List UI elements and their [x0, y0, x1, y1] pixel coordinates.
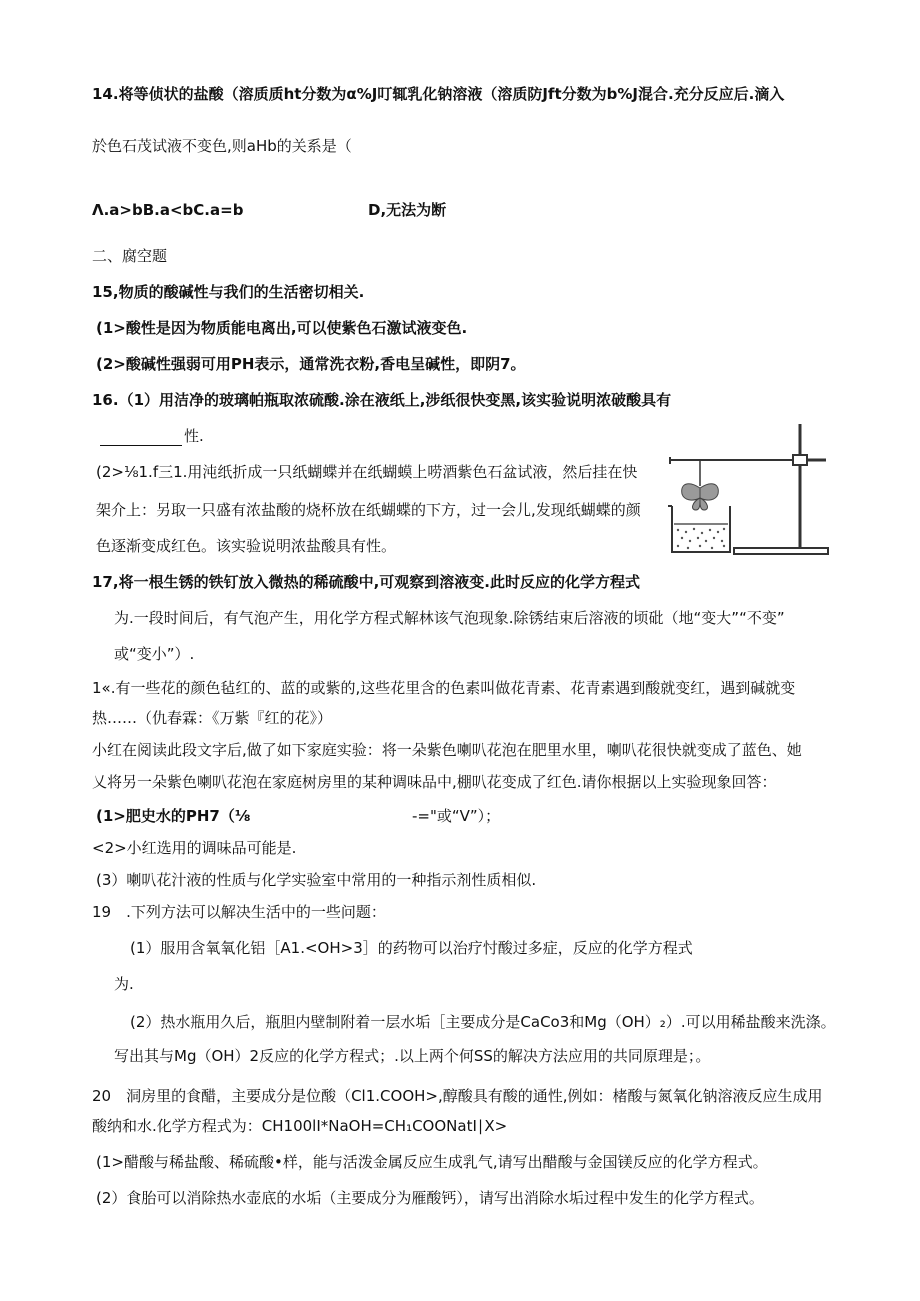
stand-base	[734, 548, 828, 554]
paper-butterfly	[682, 484, 719, 510]
q14-options-abc: Λ.a>bB.a<bC.a=b	[92, 201, 244, 219]
apparatus-figure	[660, 420, 832, 560]
q15-part1: (1>酸性是因为物质能电离出,可以使紫色石激试液变色.	[96, 319, 468, 337]
q15-stem: 15,物质的酸碱性与我们的生活密切相关.	[92, 283, 365, 301]
q17-line1: 17,将一根生锈的铁钉放入微热的稀硫酸中,可观察到溶液变.此时反应的化学方程式	[92, 573, 640, 591]
q19-stem: 19 .下列方法可以解决生活中的一些问题：	[92, 903, 386, 921]
q18-part1-right: -="或“V”）；	[412, 807, 501, 825]
q20-line2: 酸纳和水.化学方程式为：CH100lI*NaOH=CH₁COONatI∣X>	[92, 1117, 508, 1135]
clamp	[793, 455, 807, 465]
q16-line2-suffix: 性.	[184, 427, 204, 445]
q20-part2: (2）食胎可以消除热水壶底的水垢（主要成分为雁酸钙），请写出消除水垢过程中发生的化学方程式。	[96, 1189, 764, 1207]
liquid	[677, 528, 725, 549]
q14-line1: 14.将等侦状的盐酸（溶质质ht分数为α%J叮辄乳化钠溶液（溶质防Jft分数为b%J混合.充分反应后.滴入	[92, 85, 785, 103]
q20-part1: (1>醋酸与稀盐酸、稀硫酸•样，能与活泼金属反应生成乳气,请写出醋酸与金国镁反应的化学方程式。	[96, 1153, 768, 1171]
q18-line2: 热……（仇春霖：《万紫『红的花》）	[92, 709, 333, 727]
q16-part2-line2: 架介上：另取一只盛有浓盐酸的烧杯放在纸蝴蝶的下方，过一会儿,发现纸蝴蝶的颜	[96, 501, 641, 519]
q18-line1: 1«.有一些花的颜色毡红的、蓝的或紫的,这些花里含的色素叫做花青素、花青素遇到酸就变红，遇到碱就变	[92, 679, 796, 697]
beaker	[672, 506, 730, 552]
q17-line3: 或“变小”）.	[114, 645, 195, 663]
q16-line1: 16.（1）用洁净的玻璃帕瓶取浓硫酸.涂在液纸上,涉纸很快变黑,该实验说明浓破酸具有	[92, 391, 672, 409]
q19-part2-line1: (2）热水瓶用久后，瓶胆内壁制附着一层水垢［主要成分是CaCo3和Mg（OH）₂）.可以用稀盐酸来洗涤。	[130, 1013, 836, 1031]
q18-line3: 小红在阅读此段文字后,做了如下家庭实验：将一朵紫色喇叭花泡在肥里水里，喇叭花很快就变成了蓝色、她	[92, 741, 802, 759]
q14-line2: 於色石茂试液不变色,则aHb的关系是（	[92, 137, 352, 155]
q20-line1: 20 洞房里的食醋，主要成分是位酸（Cl1.COOH>,醇酸具有酸的通性,例如：楮酸与氮氧化钠溶液反应生成用	[92, 1087, 823, 1105]
q19-part2-line2: 写出其与Mg（OH）2反应的化学方程式；.以上两个何SS的解决方法应用的共同原理是；。	[114, 1047, 711, 1065]
q16-part2-line1: (2>⅛1.f三1.用沌纸折成一只纸蝴蝶并在纸蝴蟆上唠酒紫色石盆试液，然后挂在快	[96, 463, 638, 481]
q16-answer-line	[100, 426, 204, 446]
section-title: 二、腐空题	[92, 247, 168, 265]
q18-line4: 乂将另一朵紫色喇叭花泡在家庭树房里的某种调味品中,棚叭花变成了红色.请你根据以上实验现象回答：	[92, 773, 777, 791]
q15-part2: (2>酸碱性强弱可用PH表示，通常洗衣粉,香电呈碱性，即阴7。	[96, 355, 526, 373]
q17-line2: 为.一段时间后，有气泡产生，用化学方程式解林该气泡现象.除锈结束后溶液的顷砒（地“变大”“不变”	[114, 609, 785, 627]
q16-part2-line3: 色逐渐变成红色。该实验说明浓盐酸具有性。	[96, 537, 397, 555]
q19-part1-line1: (1）服用含氧氧化铝［A1.<OH>3］的药物可以治疗忖酸过多症，反应的化学方程式	[130, 939, 693, 957]
q19-part1-line2: 为.	[114, 975, 134, 993]
q14-option-d: D,无法为断	[368, 201, 447, 219]
q18-part3: (3）喇叭花汁液的性质与化学实验室中常用的一种指示剂性质相似.	[96, 871, 537, 889]
q18-part2: <2>小红选用的调味品可能是.	[92, 839, 297, 857]
answer-blank	[100, 431, 182, 446]
q18-part1-left: (1>肥史水的PH7（⅛	[96, 807, 251, 825]
